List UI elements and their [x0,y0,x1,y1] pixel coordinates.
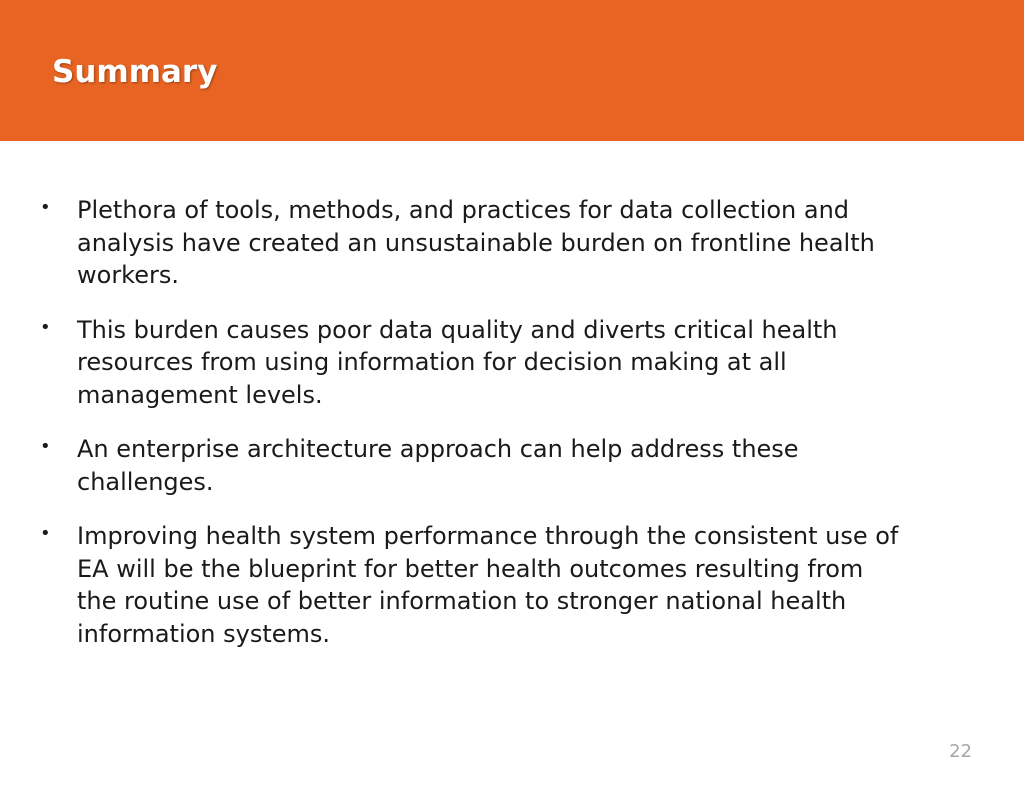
bullet-item [0,433,907,498]
bullet-text: An enterprise architecture approach can help address these challenges. [77,435,799,496]
bullet-text: Improving health system performance through the consistent use of EA will be the blueprint for better health outcomes resulting from the routine use of better information to stronger national health information systems. [77,522,899,648]
bullet-item [0,314,907,412]
bullet-point-icon: • [40,436,51,457]
bullet-list [0,194,1024,672]
bullet-point-icon: • [40,523,51,544]
bullet-item [0,520,907,650]
slide-title: Summary [52,54,218,90]
bullet-point-icon: • [40,197,51,218]
page-number: 22 [949,741,972,762]
header-bar [0,0,1024,141]
bullet-text: This burden causes poor data quality and diverts critical health resources from using information for decision making at all management levels. [77,315,838,409]
bullet-point-icon: • [40,316,51,338]
bullet-item [0,194,907,292]
bullet-text: Plethora of tools, methods, and practices for data collection and analysis have created an unsustainable burden on frontline health workers. [77,196,875,289]
